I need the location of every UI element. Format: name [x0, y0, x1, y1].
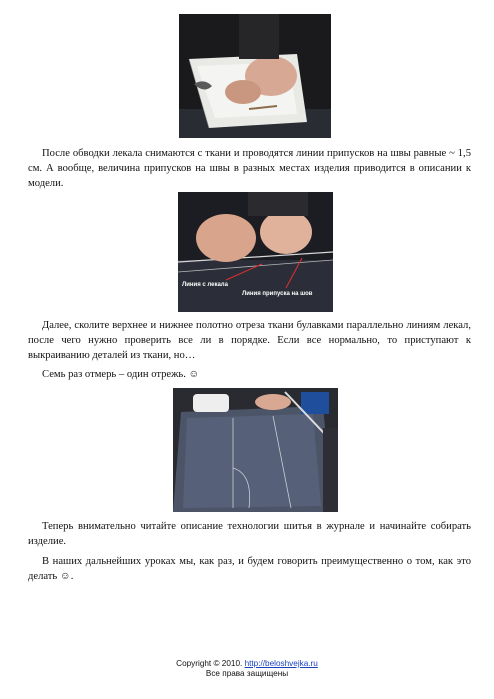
photo-tracing-pattern-image: [179, 14, 331, 138]
footer-copyright: Copyright © 2010.: [176, 659, 243, 668]
photo-seam-allowance: [178, 192, 333, 312]
footer: [0, 659, 494, 679]
paragraph-pinning: Далее, сколите верхнее и нижнее полотно отреза ткани булавками параллельно линиям лекал, после чего нужно проверить все ли в порядке. Если все нормально, то приступают к выкраиванию деталей из ткани, но…: [28, 320, 471, 361]
label-allowance-line: Линия припуска на шов: [242, 291, 313, 297]
footer-link[interactable]: http://beloshvejka.ru: [244, 659, 318, 668]
paragraph-allowance: После обводки лекала снимаются с ткани и проводятся линии припусков на швы равные ~ 1,5 см. А вообще, величина припусков на швы в разных местах изделия приводится в описании к модели.: [28, 148, 471, 189]
paragraph-technology: Теперь внимательно читайте описание технологии шитья в журнале и начинайте собирать изделие.: [28, 521, 471, 547]
footer-copyright-line: [0, 659, 494, 669]
label-pattern-line: Линия с лекала: [182, 282, 228, 288]
photo-cutting-fabric-image: [173, 388, 338, 512]
photo-cutting-fabric: [173, 388, 338, 512]
paragraph-proverb: Семь раз отмерь – один отрежь. ☺: [42, 369, 200, 380]
footer-rights: Все права защищены: [205, 669, 289, 678]
paragraph-next-lessons: В наших дальнейших уроках мы, как раз, и будем говорить преимущественно о том, как это делать ☺.: [28, 556, 471, 582]
photo-tracing-pattern: [179, 14, 331, 138]
photo-seam-allowance-image: [178, 192, 333, 312]
